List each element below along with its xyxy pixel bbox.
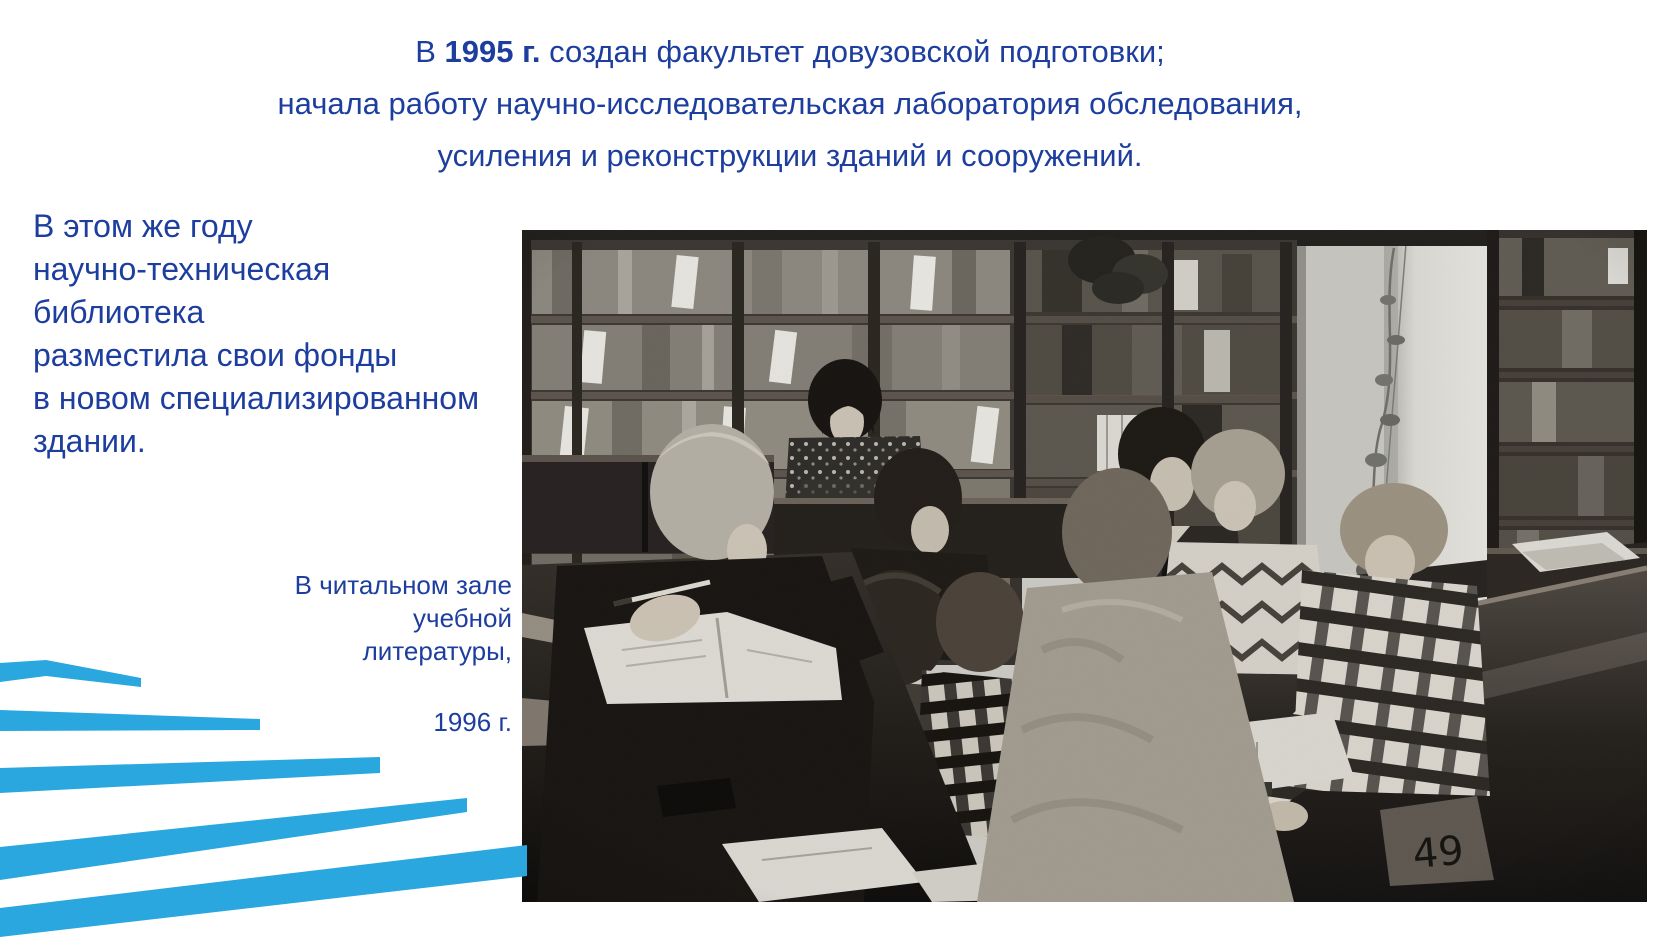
- library-photo: [522, 230, 1647, 902]
- intro-line: здании.: [33, 423, 146, 459]
- intro-line: библиотека: [33, 294, 205, 330]
- caption-line: литературы,: [362, 636, 512, 666]
- photo-grain: [522, 230, 1647, 902]
- slide-heading: [140, 26, 1440, 182]
- caption-line: В читальном зале: [294, 570, 512, 600]
- stripe-3: [0, 757, 380, 793]
- heading-line-2: начала работу научно-исследовательская лаборатория обследования,: [277, 86, 1303, 121]
- intro-line: научно-техническая: [33, 251, 331, 287]
- heading-line-1: [140, 26, 1440, 78]
- intro-line: в новом специализированном: [33, 380, 480, 416]
- intro-line: разместила свои фонды: [33, 337, 398, 373]
- heading-line1-prefix: В: [415, 34, 436, 69]
- heading-line-3: усиления и реконструкции зданий и сооружений.: [437, 138, 1143, 173]
- library-photo-svg: [522, 230, 1647, 902]
- decorative-stripes: [0, 600, 560, 945]
- stripe-1: [0, 660, 141, 687]
- heading-line1-rest: создан факультет довузовской подготовки;: [549, 34, 1165, 69]
- caption-year: 1996 г.: [433, 707, 512, 737]
- heading-year-bold: 1995 г.: [444, 34, 541, 69]
- caption-line: учебной: [413, 603, 512, 633]
- stripe-2: [0, 710, 260, 731]
- intro-line: В этом же году: [33, 208, 253, 244]
- intro-paragraph: [33, 205, 553, 463]
